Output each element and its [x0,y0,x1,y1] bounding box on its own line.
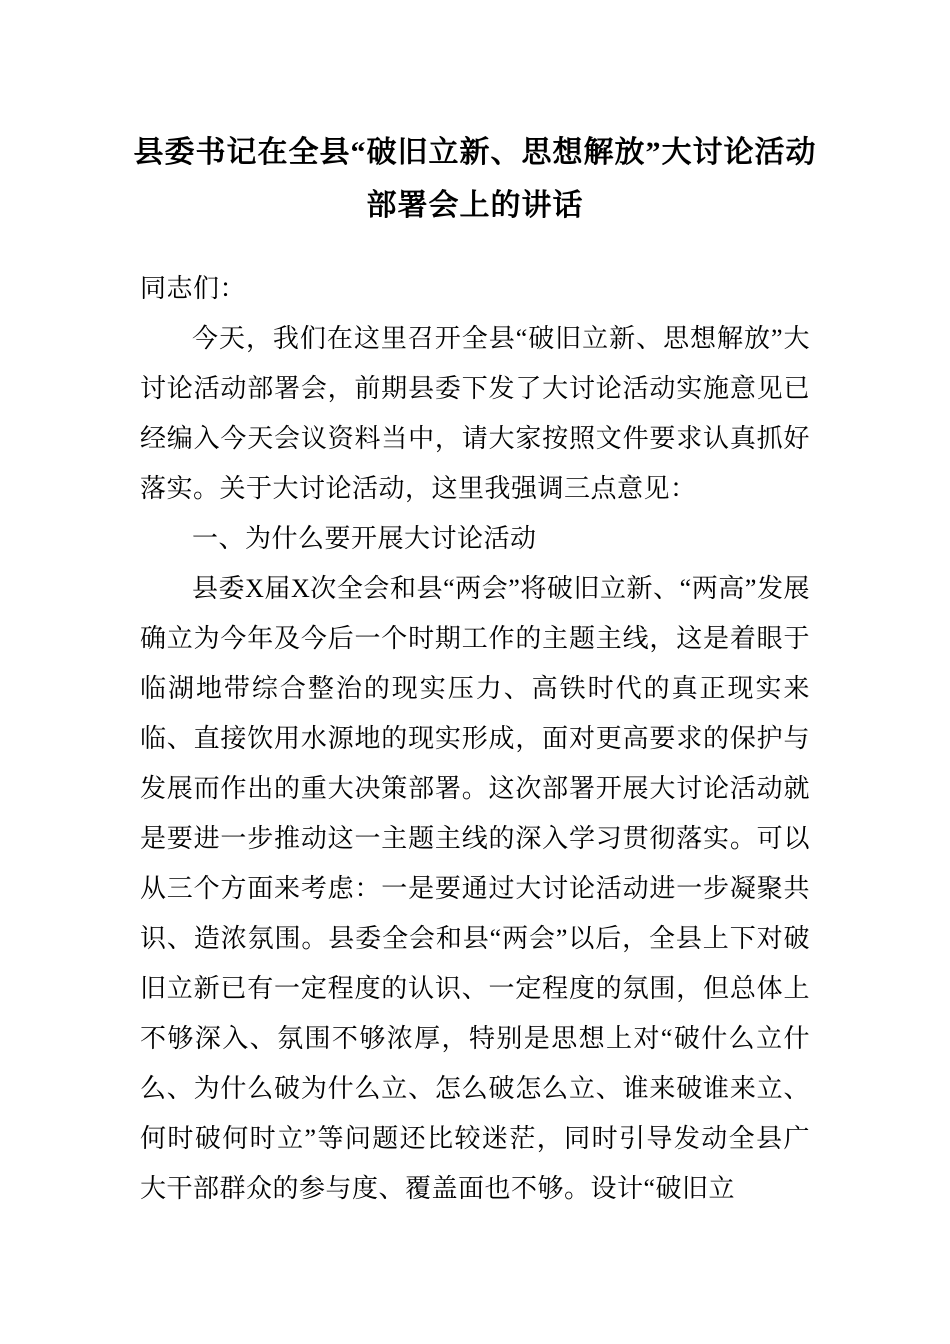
document-title [125,126,825,232]
title-line-1: 县委书记在全县“破旧立新、思想解放”大讨论活动 [133,136,817,169]
paragraph-intro: 今天，我们在这里召开全县“破旧立新、思想解放”大讨论活动部署会，前期县委下发了大讨论活动实施意见已经编入今天会议资料当中，请大家按照文件要求认真抓好落实。关于大讨论活动，这里我强调三点意见： [140,324,810,503]
title-line-2: 部署会上的讲话 [366,189,584,222]
paragraph-section-1-body: 县委X届X次全会和县“两会”将破旧立新、“两高”发展确立为今年及今后一个时期工作的主题主线，这是着眼于临湖地带综合整治的现实压力、高铁时代的真正现实来临、直接饮用水源地的现实形成，面对更高要求的保护与发展而作出的重大决策部署。这次部署开展大讨论活动就是要进一步推动这一主题主线的深入学习贯彻落实。可以从三个方面来考虑：一是要通过大讨论活动进一步凝聚共识、造浓氛围。县委全会和县“两会”以后，全县上下对破旧立新已有一定程度的认识、一定程度的氛围，但总体上不够深入、氛围不够浓厚，特别是思想上对“破什么立什么、为什么破为什么立、怎么破怎么立、谁来破谁来立、何时破何时立”等问题还比较迷茫，同时引导发动全县广大干部群众的参与度、覆盖面也不够。设计“破旧立 [140,574,810,1203]
section-heading-1: 一、为什么要开展大讨论活动 [192,524,537,553]
document-body [140,264,810,1214]
paragraph-salutation: 同志们： [140,274,247,303]
